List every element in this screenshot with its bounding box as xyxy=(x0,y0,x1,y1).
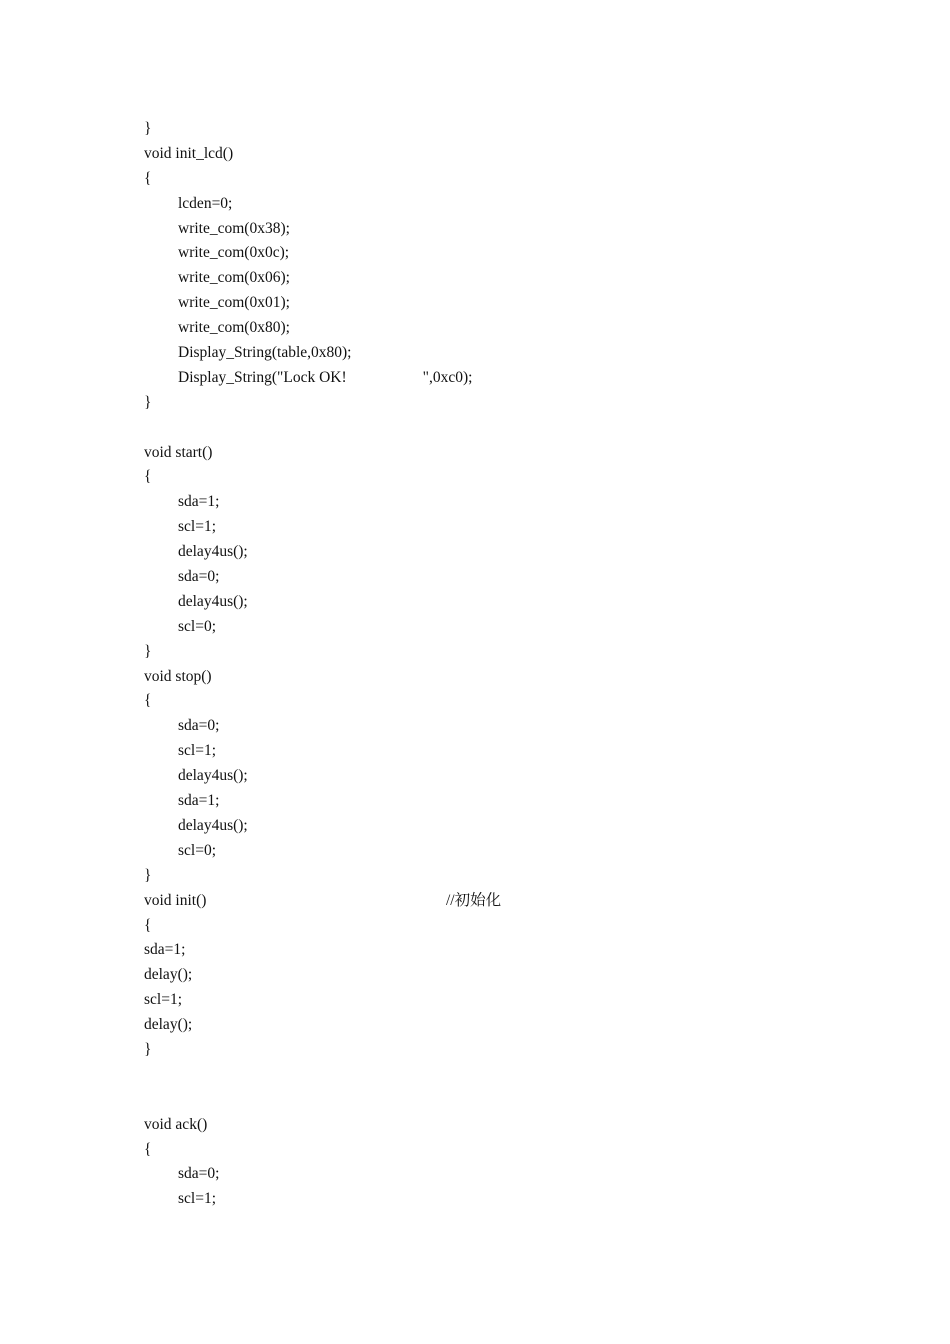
code-line: void stop() xyxy=(144,667,212,685)
code-line: scl=1; xyxy=(178,518,217,536)
code-line: delay4us(); xyxy=(178,592,248,610)
code-line: delay(); xyxy=(144,1016,193,1034)
code-line: lcden=0; xyxy=(178,194,233,212)
code-text: Display_String("Lock OK! xyxy=(178,368,347,386)
code-line: delay4us(); xyxy=(178,767,248,785)
code-line: { xyxy=(144,468,152,486)
code-line: scl=1; xyxy=(178,742,217,760)
code-line: write_com(0x38); xyxy=(178,219,290,237)
code-line: { xyxy=(144,1140,152,1158)
code-line: scl=0; xyxy=(178,841,217,859)
code-line: void init_lcd() xyxy=(144,144,234,162)
code-line: } xyxy=(144,393,152,411)
code-line xyxy=(144,889,844,914)
blank-line xyxy=(144,1088,844,1113)
code-line: { xyxy=(144,169,152,187)
code-line: sda=1; xyxy=(178,792,220,810)
code-line: sda=1; xyxy=(144,941,186,959)
code-line: write_com(0x80); xyxy=(178,319,290,337)
blank-line xyxy=(144,416,844,441)
code-line: void start() xyxy=(144,443,213,461)
code-line: } xyxy=(144,120,152,137)
code-line: void ack() xyxy=(144,1115,208,1133)
code-line: sda=0; xyxy=(178,568,220,586)
code-line: write_com(0x0c); xyxy=(178,244,290,262)
code-line: write_com(0x01); xyxy=(178,294,290,312)
code-text: void init() xyxy=(144,891,207,909)
code-listing xyxy=(144,117,844,1212)
code-line: write_com(0x06); xyxy=(178,269,290,287)
code-line: sda=0; xyxy=(178,1165,220,1183)
code-line: } xyxy=(144,642,152,660)
code-line: scl=1; xyxy=(144,991,183,1009)
code-line: delay4us(); xyxy=(178,816,248,834)
code-line xyxy=(144,366,844,391)
code-text: ",0xc0); xyxy=(422,368,473,386)
blank-line xyxy=(144,1063,844,1088)
code-line: scl=1; xyxy=(178,1190,217,1208)
code-line: { xyxy=(144,916,152,934)
code-line: delay(); xyxy=(144,966,193,984)
code-line: sda=1; xyxy=(178,493,220,511)
code-line: } xyxy=(144,1040,152,1058)
code-line: } xyxy=(144,866,152,884)
code-comment: //初始化 xyxy=(446,891,502,909)
code-line: delay4us(); xyxy=(178,543,248,561)
code-line: sda=0; xyxy=(178,717,220,735)
code-line: scl=0; xyxy=(178,617,217,635)
code-line: { xyxy=(144,692,152,710)
code-line: Display_String(table,0x80); xyxy=(178,344,352,362)
